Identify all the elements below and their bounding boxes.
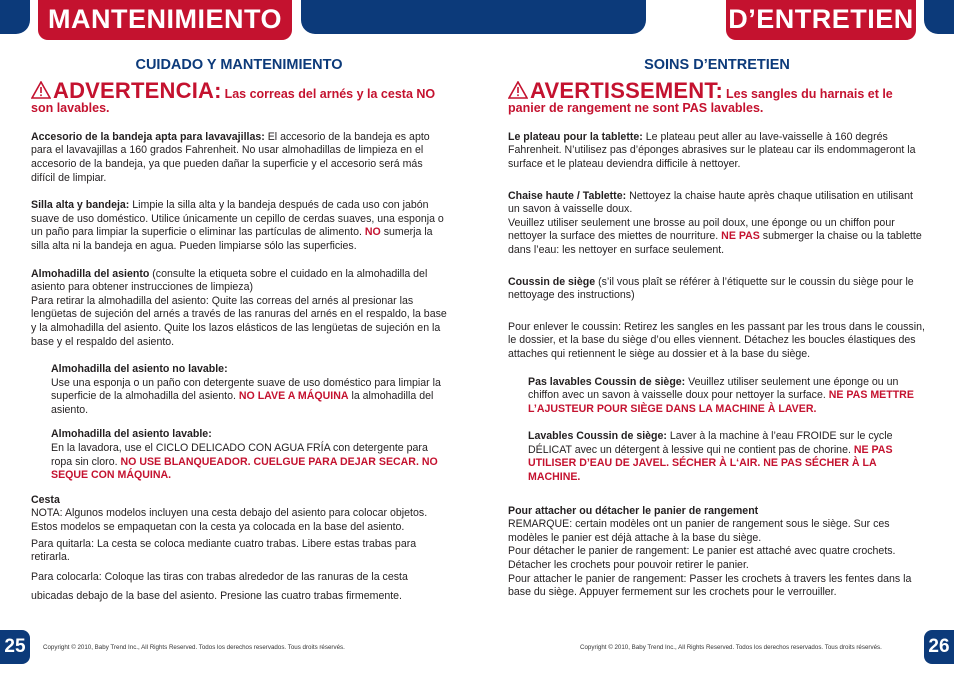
paragraph-text: En la lavadora, use el CICLO DELICADO CON AGUA FRÍA con detergente para ropa sin cloro. <box>51 442 428 468</box>
paragraph-heading: Almohadilla del asiento <box>31 267 150 280</box>
warning-emphasis: NO LAVE A MÁQUINA <box>238 390 349 403</box>
warning-heading: AVERTISSEMENT: <box>530 77 724 103</box>
paragraph-high-chair <box>508 190 926 258</box>
section-subtitle-right: SOINS D’ENTRETIEN <box>644 57 790 73</box>
paragraph-text: Pour attacher le panier de rangement: Passer les crochets à travers les fentes dans la base du siège. Appuyer fermement sur les crochets pour le verrouiller. <box>508 572 912 599</box>
warning-text: Les sangles du harnais et le panier de rangement ne sont PAS lavables. <box>508 86 893 116</box>
paragraph-text: submerger la chaise ou la tablette dans l’eau: les nettoyer en surface seulement. <box>508 230 922 256</box>
right-column <box>508 56 926 600</box>
header-bar-center <box>301 0 646 34</box>
warning-emphasis: NE PAS <box>721 230 760 243</box>
paragraph-heading: Almohadilla del asiento lavable: <box>51 428 212 441</box>
copyright-right: Copyright © 2010, Baby Trend Inc., All Rights Reserved. Todos los derechos reservados. Tous droits réservés. <box>580 644 882 651</box>
paragraph-text: REMARQUE: certain modèles ont un panier de rangement sous le siège. Sur ces modèles le panier est déjà attache à la base du siège. <box>508 518 890 544</box>
paragraph-seat-pad-removal: Pour enlever le coussin: Retirez les sangles en les passant par les trous dans le coussin, le dossier, et la base du siège d’ou elles viennent. Détachez les boucles élastiques des attaches qui retiennent le siège au dossier et à la base du siège. <box>508 320 925 360</box>
paragraph-text: Para colocarla: Coloque las tiras con trabas alrededor de las ranuras de la cesta ubicadas debajo de la base del asiento. Presione las cuatro trabas firmemente. <box>31 570 408 602</box>
warning-emphasis: NO USE BLANQUEADOR. CUELGUE PARA DEJAR SECAR. NO SEQUE CON MÁQUINA. <box>51 455 438 482</box>
paragraph-high-chair <box>31 199 447 253</box>
warning-emphasis: NE PAS METTRE L’AJUSTEUR POUR SIÈGE DANS LA MACHINE À LAVER. <box>528 389 914 415</box>
subsection-basket <box>508 505 926 600</box>
warning-text: Las correas del arnés y la cesta NO son lavables. <box>31 86 436 116</box>
warning-heading: ADVERTENCIA: <box>53 77 222 103</box>
left-column <box>31 56 447 606</box>
paragraph-heading: Coussin de siège <box>508 275 596 288</box>
warning-triangle-icon <box>31 81 51 99</box>
page-title-right: D’ENTRETIEN <box>726 0 916 40</box>
paragraph-text: Veuillez utiliser seulement une éponge ou un chiffon avec un savon à vaisselle doux pour nettoyer la surface. <box>528 375 899 402</box>
paragraph-heading: Pour attacher ou détacher le panier de rangement <box>508 504 759 517</box>
paragraph-heading: Lavables Coussin de siège: <box>528 430 667 443</box>
subsection-washable <box>51 428 447 482</box>
subsection-basket <box>31 494 447 606</box>
paragraph-text: la almohadilla del asiento. <box>51 390 434 416</box>
paragraph-tray <box>508 131 926 172</box>
paragraph-text: Le plateau peut aller au lave-vaisselle à 160 degrés Fahrenheit. N’utilisez pas d’éponges abrasives sur le plateau car ils endommageront la surface et le plateau deviendra difficile à nettoyer. <box>508 130 916 170</box>
header-bar-right-edge <box>924 0 954 34</box>
paragraph-heading: Silla alta y bandeja: <box>31 199 130 212</box>
paragraph-heading: Chaise haute / Tablette: <box>508 189 627 202</box>
page-title-left: MANTENIMIENTO <box>38 0 292 40</box>
paragraph-seat-pad <box>31 268 447 295</box>
paragraph-text: NOTA: Algunos modelos incluyen una cesta debajo del asiento para colocar objetos. Estos modelos se empaquetan con la cesta ya colocada en la base del asiento. <box>31 507 428 534</box>
paragraph-text: (s’il vous plaît se référer à l’étiquette sur le coussin du siège pour le nettoyage des instructions) <box>508 275 914 302</box>
paragraph-heading: Le plateau pour la tablette: <box>508 130 643 143</box>
paragraph-seat-pad <box>508 276 926 303</box>
warning-triangle-icon <box>508 81 528 99</box>
paragraph-text: Laver à la machine à l’eau FROIDE sur le cycle DÉLICAT avec un détergent à lessive qui ne contient pas de chorine. <box>528 430 893 456</box>
page-number-right: 26 <box>924 630 954 664</box>
subsection-washable <box>528 430 926 484</box>
paragraph-heading: Accesorio de la bandeja apta para lavavajillas: <box>31 130 265 143</box>
paragraph-seat-pad-removal: Para retirar la almohadilla del asiento: Quite las correas del arnés al presionar las lengüetas de sujeción del arnés a través de las ranuras del arnés en el respaldo, la base y la almohadilla del asiento. Quite los lazos elásticos de las lengüetas de sujeción en la base y el respaldo del asiento. <box>31 294 447 348</box>
paragraph-heading: Pas lavables Coussin de siège: <box>528 375 686 388</box>
paragraph-text: Use una esponja o un paño con detergente suave de uso doméstico para limpiar la superficie de la almohadilla del asiento. <box>51 376 441 403</box>
warning-emphasis: NO <box>364 226 381 239</box>
paragraph-heading: Cesta <box>31 493 60 506</box>
paragraph-text: El accesorio de la bandeja es apto para el lavavajillas a 160 grados Fahrenheit. No usar almohadillas de limpieza en el accesorio de la bandeja, ya que pueden dañar la superficie y el accesorio será más difícil de limpiar. <box>31 130 430 184</box>
paragraph-tray-accessory <box>31 131 447 185</box>
paragraph-heading: Almohadilla del asiento no lavable: <box>51 363 228 376</box>
warning-box-left <box>31 77 447 117</box>
warning-box-right <box>508 77 926 117</box>
copyright-left: Copyright © 2010, Baby Trend Inc., All Rights Reserved. Todos los derechos reservados. Tous droits réservés. <box>43 644 345 651</box>
subsection-non-washable <box>528 376 926 417</box>
subsection-non-washable <box>51 363 447 417</box>
paragraph-text: Para quitarla: La cesta se coloca mediante cuatro trabas. Libere estas trabas para retirarla. <box>31 537 417 564</box>
paragraph-text: Limpie la silla alta y la bandeja después de cada uso con jabón suave de uso doméstico. Utilice únicamente un cepillo de cerdas suaves, una esponja o un paño para limpiar la superficie o eliminar las partículas de alimento. <box>31 199 444 239</box>
warning-emphasis: NE PAS UTILISER D’EAU DE JAVEL. SÉCHER À L‘AIR. NE PAS SÉCHER À LA MACHINE. <box>528 443 893 484</box>
paragraph-text: (consulte la etiqueta sobre el cuidado en la almohadilla del asiento para obtener instrucciones de limpieza) <box>31 267 428 294</box>
paragraph-text: Pour détacher le panier de rangement: Le panier est attaché avec quatre crochets. Détacher les crochets pour pouvoir retirer le panier. <box>508 545 896 572</box>
page-number-left: 25 <box>0 630 30 664</box>
section-subtitle-left: CUIDADO Y MANTENIMIENTO <box>135 57 343 73</box>
paragraph-text: Nettoyez la chaise haute après chaque utilisation en utilisant un savon à vaisselle doux. <box>508 189 913 216</box>
header-bar-left-edge <box>0 0 30 34</box>
paragraph-text: sumerja la silla alta ni la bandeja en agua. Pueden limpiarse sólo las superficies. <box>31 226 433 252</box>
paragraph-text: Veuillez utiliser seulement une brosse au poil doux, une éponge ou un chiffon pour nettoyer la surface des miettes de nourriture. <box>508 216 895 243</box>
